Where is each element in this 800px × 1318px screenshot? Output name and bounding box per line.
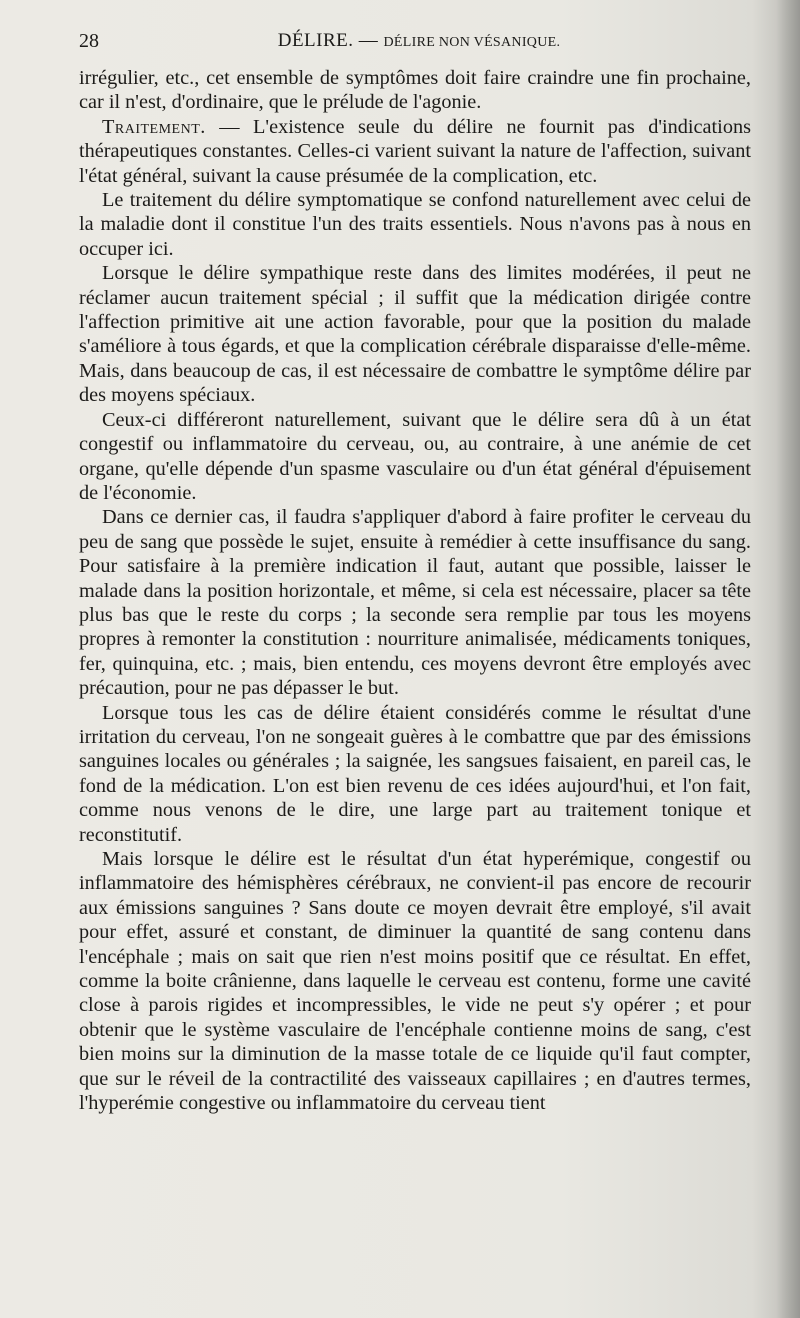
paragraph-1: irrégulier, etc., cet ensemble de symptômes doit faire craindre une fin prochaine, car il n'est, d'ordinaire, que le prélude de l'agonie. bbox=[79, 67, 751, 114]
running-head-title: DÉLIRE. bbox=[277, 30, 354, 51]
running-head-subtitle: DÉLIRE NON VÉSANIQUE. bbox=[383, 35, 561, 50]
paragraph-3: Le traitement du délire symptomatique se confond naturellement avec celui de la maladie dont il constitue l'un des traits essentiels. Nous n'avons pas à nous en occuper ici. bbox=[79, 189, 751, 260]
running-head-separator: — bbox=[358, 30, 379, 51]
paragraph-8: Mais lorsque le délire est le résultat d'un état hyperémique, congestif ou inflammatoire des hémisphères cérébraux, ne convient-il pas encore de recourir aux émissions sanguines ? Sans doute ce moyen devrait être employé, s'il avait pour effet, assuré et constant, de diminuer la quantité de sang contenu dans l'encéphale ; mais on sait que rien n'est moins positif que ce résultat. En effet, comme la boite crânienne, dans laquelle le cerveau est contenu, forme une cavité close à parois rigides et incompressibles, le vide ne peut s'y opérer ; et pour obtenir que le système vasculaire de l'encéphale contienne moins de sang, c'est bien moins sur la diminution de la masse totale de ce liquide qu'il faut compter, que sur le réveil de la contractilité des vaisseaux capillaires ; en d'autres termes, l'hyperémie congestive ou inflammatoire du cerveau tient bbox=[79, 848, 751, 1115]
paragraph-4: Lorsque le délire sympathique reste dans des limites modérées, il peut ne réclamer aucun traitement spécial ; il suffit que la médication dirigée contre l'affection primitive ait une action favorable, pour que la position du malade s'améliore à tous égards, et que la complication cérébrale disparaisse d'elle-même. Mais, dans beaucoup de cas, il est nécessaire de combattre le symptôme délire par des moyens spéciaux. bbox=[79, 262, 751, 407]
body-text bbox=[79, 66, 751, 1115]
page-number: 28 bbox=[79, 30, 99, 52]
paragraph-traitement: Traitement. — L'existence seule du délire ne fournit pas d'indications thérapeutiques constantes. Celles-ci varient suivant la nature de l'affection, suivant l'état général, suivant la cause présumée de la complication, etc. bbox=[79, 115, 751, 187]
page-edge-shadow bbox=[776, 0, 800, 1318]
page-header bbox=[79, 30, 749, 58]
paragraph-6: Dans ce dernier cas, il faudra s'appliquer d'abord à faire profiter le cerveau du peu de sang que possède le sujet, ensuite à remédier à cette insuffisance du sang. Pour satisfaire à la première indication il faut, autant que possible, laisser le malade dans la position horizontale, et même, si cela est nécessaire, placer sa tête plus bas que le reste du corps ; la seconde sera remplie par tous les moyens propres à remonter la constitution : nourriture animalisée, médicaments toniques, fer, quinquina, etc. ; mais, bien entendu, ces moyens devront être employés avec précaution, pour ne pas dépasser le but. bbox=[79, 506, 751, 700]
paragraph-7: Lorsque tous les cas de délire étaient considérés comme le résultat d'une irritation du cerveau, l'on ne songeait guères à le combattre que par des émissions sanguines locales ou générales ; la saignée, les sangsues faisaient, en pareil cas, le fond de la médication. L'on est bien revenu de ces idées aujourd'hui, et l'on fait, comme nous venons de le dire, une large part au traitement tonique et reconstitutif. bbox=[79, 701, 751, 846]
section-lead-traitement: Traitement. bbox=[102, 115, 206, 138]
paragraph-5: Ceux-ci différeront naturellement, suivant que le délire sera dû à un état congestif ou inflammatoire du cerveau, ou, au contraire, à une anémie de cet organe, qu'elle dépende d'un spasme vasculaire ou d'un état général d'épuisement de l'économie. bbox=[79, 408, 751, 504]
running-head bbox=[79, 30, 749, 52]
